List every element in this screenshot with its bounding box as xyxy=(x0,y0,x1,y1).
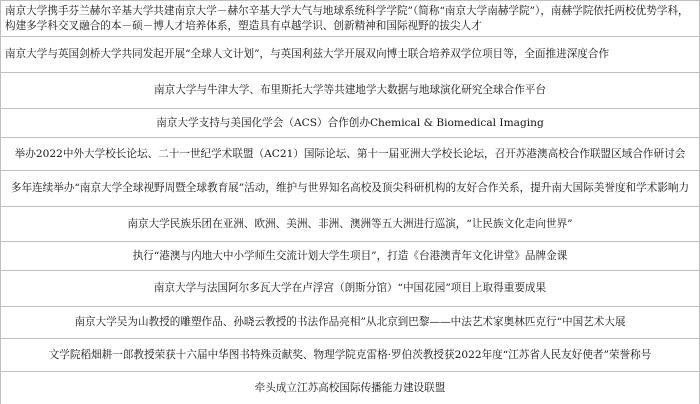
table-row xyxy=(0,372,700,404)
row-text: 南京大学携手芬兰赫尔辛基大学共建南京大学－赫尔辛基大学大气与地球系统科学学院”（简称“南京大学南赫学院”），南赫学院依托两校优势学科，构建多学科交叉融合的本－硕－博人才培养体系，塑造具有卓越学识、创新精神和国际视野的拔尖人才 xyxy=(5,4,689,32)
row-text: 南京大学吴为山教授的雕塑作品、孙晓云教授的书法作品亮相”从北京到巴黎——中法艺术家奥林匹克行“中国艺术大展 xyxy=(74,316,626,328)
row-text: 执行“港澳与内地大中小学师生交流计划大学生项目”，打造《台港澳青年文化讲堂》品牌金课 xyxy=(132,249,568,262)
row-text: 南京大学支持与美国化学会（ACS）合作创办Chemical & Biomedical Imaging xyxy=(156,116,544,129)
table-row xyxy=(0,207,700,242)
table-row xyxy=(0,171,700,207)
row-text: 举办2022中外大学校长论坛、二十一世纪学术联盟（AC21）国际论坛、第十一届亚洲大学校长论坛，召开苏港澳高校合作联盟区域合作研讨会 xyxy=(14,147,686,160)
row-text: 南京大学民族乐团在亚洲、欧洲、美洲、非洲、澳洲等五大洲进行巡演，“让民族文化走向世界” xyxy=(127,217,573,230)
row-text: 牵头成立江苏高校国际传播能力建设联盟 xyxy=(254,381,446,394)
table-row xyxy=(0,339,700,372)
table-row xyxy=(0,138,700,171)
table-row xyxy=(0,37,700,73)
table-row xyxy=(0,271,700,307)
table-row xyxy=(0,307,700,339)
table-row xyxy=(0,1,700,37)
row-text: 多年连续举办“南京大学全球视野周暨全球教育展”活动，维护与世界知名高校及顶尖科研机构的友好合作关系，提升南大国际美誉度和学术影响力 xyxy=(10,182,690,194)
row-text: 南京大学与英国剑桥大学共同发起开展“全球人文计划”，与英国利兹大学开展双向博士联合培养双学位项目等，全面推进深度合作 xyxy=(5,48,610,60)
row-text: 南京大学与法国阿尔多瓦大学在卢浮宫（朗斯分馆）“中国花园”项目上取得重要成果 xyxy=(153,282,547,294)
row-text: 文学院稻畑耕一郎教授荣获十六届中华图书特殊贡献奖、物理学院克雷格·罗伯茨教授获2022年度“江苏省人民友好使者”荣誉称号 xyxy=(48,348,652,361)
row-text: 南京大学与牛津大学、布里斯托大学等共建地学大数据与地球演化研究全球合作平台 xyxy=(154,84,546,96)
table-row xyxy=(0,109,700,138)
table-row xyxy=(0,73,700,109)
table-row xyxy=(0,242,700,271)
